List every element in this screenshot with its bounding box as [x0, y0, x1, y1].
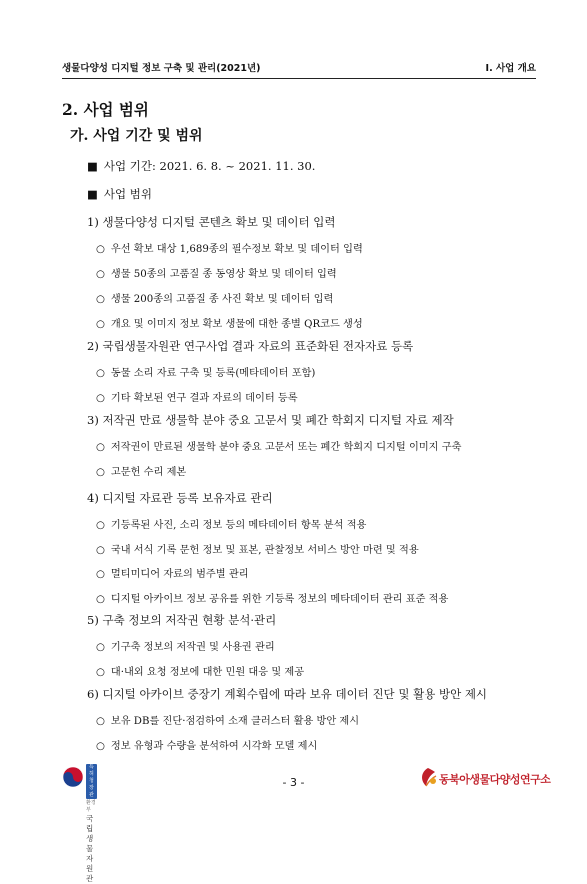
scope-subitem [96, 541, 419, 556]
circle-bullet-icon: ○ [96, 716, 105, 727]
period-bullet [87, 158, 315, 174]
scope-subitem [96, 590, 448, 605]
square-bullet-icon: ■ [87, 187, 98, 201]
circle-bullet-icon: ○ [96, 393, 105, 404]
scope-subitem [96, 516, 366, 531]
scope-subitem-text: 멀티미디어 자료의 범주별 관리 [110, 569, 249, 580]
circle-bullet-icon: ○ [96, 269, 105, 280]
scope-subitem [96, 240, 363, 255]
circle-bullet-icon: ○ [96, 294, 105, 305]
scope-subitem [96, 712, 359, 727]
scope-bullet [87, 186, 152, 202]
circle-bullet-icon: ○ [96, 442, 105, 453]
scope-subitem [96, 663, 304, 678]
section-heading: 2. 사업 범위 [62, 100, 149, 119]
scope-subitem [96, 438, 461, 453]
scope-subitem-text: 대·내외 요청 정보에 대한 민원 대응 및 제공 [110, 667, 305, 678]
scope-item-6 [87, 686, 487, 702]
footer-badge: 특허청장관 [86, 764, 97, 799]
page-header [62, 60, 536, 76]
footer-ministry: 환경부 [86, 800, 96, 813]
scope-subitem-text: 디지털 아카이브 정보 공유를 위한 기등록 정보의 메타데이터 관리 표준 적용 [110, 594, 449, 605]
subsection-heading: 가. 사업 기간 및 범위 [70, 128, 203, 144]
scope-item-1 [87, 214, 335, 230]
scope-subitem-text: 정보 유형과 수량을 분석하여 시각화 모델 제시 [110, 741, 318, 752]
scope-subitem-text: 저작권이 만료된 생물학 분야 중요 고문서 또는 폐간 학회지 디지털 이미지 구축 [110, 442, 462, 453]
header-chapter: I. 사업 개요 [485, 63, 536, 74]
scope-bullet-text: 사업 범위 [103, 187, 152, 201]
scope-subitem [96, 290, 333, 305]
circle-bullet-icon: ○ [96, 368, 105, 379]
page-footer [0, 756, 587, 883]
scope-item-4 [87, 490, 273, 506]
footer-research-institute: 동북아생물다양성연구소 [439, 773, 551, 786]
scope-subitem-text: 국내 서식 기록 문헌 정보 및 표본, 관찰정보 서비스 방안 마련 및 적용 [110, 545, 419, 556]
circle-bullet-icon: ○ [96, 545, 105, 556]
circle-bullet-icon: ○ [96, 569, 105, 580]
scope-subitem [96, 364, 315, 379]
page-body [62, 98, 542, 150]
scope-subitem [96, 265, 337, 280]
page-number: - 3 - [282, 776, 305, 789]
header-document-title: 생물다양성 디지털 정보 구축 및 관리(2021년) [62, 63, 261, 74]
scope-subitem-text: 고문헌 수리 제본 [110, 467, 187, 478]
scope-subitem-text: 보유 DB를 진단·점검하여 소재 클러스터 활용 방안 제시 [110, 716, 360, 727]
scope-subitem [96, 737, 317, 752]
scope-item-2 [87, 338, 413, 354]
scope-subitem-text: 동물 소리 자료 구축 및 등록(메타데이터 포함) [110, 368, 316, 379]
scope-item-3 [87, 412, 454, 428]
circle-bullet-icon: ○ [96, 667, 105, 678]
period-bullet-text: 사업 기간: 2021. 6. 8. ~ 2021. 11. 30. [103, 159, 316, 173]
scope-subitem-text: 기등록된 사진, 소리 정보 등의 메타데이터 항목 분석 적용 [110, 520, 367, 531]
scope-subitem-text: 생물 50종의 고품질 종 동영상 확보 및 데이터 입력 [110, 269, 337, 280]
square-bullet-icon: ■ [87, 159, 98, 173]
scope-subitem-text: 생물 200종의 고품질 종 사진 확보 및 데이터 입력 [110, 294, 334, 305]
circle-bullet-icon: ○ [96, 520, 105, 531]
circle-bullet-icon: ○ [96, 319, 105, 330]
scope-item-5-text: 5) 구축 정보의 저작권 현황 분석·관리 [87, 613, 277, 627]
scope-subitem [96, 638, 275, 653]
footer-institute: 국립생물자원관 [86, 814, 94, 883]
circle-bullet-icon: ○ [96, 741, 105, 752]
scope-item-3-text: 3) 저작권 만료 생물학 분야 중요 고문서 및 폐간 학회지 디지털 자료 제작 [87, 413, 454, 427]
circle-bullet-icon: ○ [96, 642, 105, 653]
scope-item-1-text: 1) 생물다양성 디지털 콘텐츠 확보 및 데이터 입력 [87, 215, 336, 229]
scope-item-4-text: 4) 디지털 자료관 등록 보유자료 관리 [87, 491, 273, 505]
circle-bullet-icon: ○ [96, 467, 105, 478]
header-divider [62, 78, 536, 79]
scope-subitem [96, 389, 298, 404]
scope-item-6-text: 6) 디지털 아카이브 중장기 계획수립에 따라 보유 데이터 진단 및 활용 방안 제시 [87, 687, 488, 701]
circle-bullet-icon: ○ [96, 594, 105, 605]
scope-subitem [96, 463, 186, 478]
scope-subitem-text: 기구축 정보의 저작권 및 사용권 관리 [110, 642, 275, 653]
scope-subitem-text: 기타 확보된 연구 결과 자료의 데이터 등록 [110, 393, 298, 404]
scope-subitem-text: 우선 확보 대상 1,689종의 필수정보 확보 및 데이터 입력 [110, 244, 363, 255]
scope-item-5 [87, 612, 276, 628]
scope-subitem [96, 565, 249, 580]
circle-bullet-icon: ○ [96, 244, 105, 255]
scope-subitem-text: 개요 및 이미지 정보 확보 생물에 대한 종별 QR코드 생성 [110, 319, 363, 330]
scope-subitem [96, 315, 363, 330]
scope-item-2-text: 2) 국립생물자원관 연구사업 결과 자료의 표준화된 전자자료 등록 [87, 339, 414, 353]
leaf-logo-icon [418, 766, 438, 788]
